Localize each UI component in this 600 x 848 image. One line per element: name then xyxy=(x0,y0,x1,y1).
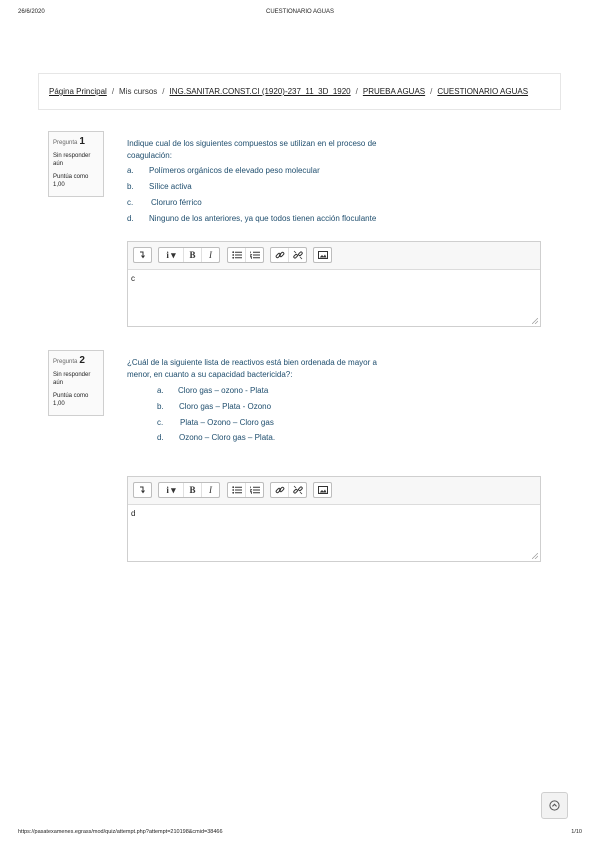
italic-icon[interactable]: I xyxy=(209,485,212,495)
breadcrumb xyxy=(38,73,561,110)
unlink-icon[interactable] xyxy=(289,248,306,262)
question-text-1: Indique cual de los siguientes compuestos se utilizan en el proceso de coagulación: xyxy=(127,139,377,160)
editor-toolbar xyxy=(128,477,540,505)
option-2d xyxy=(157,433,275,442)
toolbar-group-image xyxy=(313,482,332,498)
option-text: Cloro gas – ozono - Plata xyxy=(178,386,269,395)
option-text: Cloruro férrico xyxy=(151,198,202,207)
option-2c xyxy=(157,418,274,427)
toolbar-group-collapse xyxy=(133,247,152,263)
toolbar-group-image xyxy=(313,247,332,263)
question-number-2 xyxy=(53,355,99,366)
option-1c xyxy=(127,198,202,207)
toolbar-group-format xyxy=(158,482,220,498)
image-icon[interactable] xyxy=(314,483,331,497)
question-status: Sin responder aún xyxy=(53,153,91,167)
ordered-list-icon[interactable] xyxy=(246,483,263,497)
collapse-icon[interactable] xyxy=(134,248,151,262)
print-title: CUESTIONARIO AGUAS xyxy=(265,9,334,15)
option-2a xyxy=(157,386,268,395)
option-letter: b. xyxy=(127,182,134,191)
option-text: Ozono – Cloro gas – Plata. xyxy=(179,433,276,442)
resize-handle-icon[interactable] xyxy=(532,553,538,559)
option-letter: a. xyxy=(127,166,134,175)
option-letter: d. xyxy=(157,433,164,442)
print-url: https://pasatexamenes.egrass/mod/quiz/attempt.php?attempt=210198&cmid=38466 xyxy=(18,829,223,835)
answer-editor-2 xyxy=(127,476,541,562)
breadcrumb-my-courses: Mis cursos xyxy=(119,87,158,96)
unlink-icon[interactable] xyxy=(289,483,306,497)
option-letter: a. xyxy=(157,386,164,395)
scroll-to-top-button[interactable] xyxy=(541,792,568,819)
option-1b xyxy=(127,182,192,191)
breadcrumb-separator: / xyxy=(430,87,433,96)
ordered-list-icon[interactable] xyxy=(246,248,263,262)
unordered-list-icon[interactable] xyxy=(228,248,246,262)
arrow-up-circle-icon xyxy=(549,800,560,811)
answer-editor-1 xyxy=(127,241,541,327)
toolbar-group-collapse xyxy=(133,482,152,498)
print-date: 26/6/2020 xyxy=(18,9,45,15)
toolbar-group-lists xyxy=(227,482,264,498)
question-grade: Puntúa como 1,00 xyxy=(53,393,89,407)
option-letter: b. xyxy=(157,402,164,411)
link-icon[interactable] xyxy=(271,483,289,497)
collapse-icon[interactable] xyxy=(134,483,151,497)
question-label: Pregunta xyxy=(53,359,78,365)
breadcrumb-current[interactable]: CUESTIONARIO AGUAS xyxy=(437,87,529,96)
option-letter: c. xyxy=(127,198,134,207)
option-letter: d. xyxy=(127,214,134,223)
breadcrumb-separator: / xyxy=(111,87,115,96)
question-number-1 xyxy=(53,136,99,147)
question-status: Sin responder aún xyxy=(53,372,91,386)
unordered-list-icon[interactable] xyxy=(228,483,246,497)
toolbar-group-format xyxy=(158,247,220,263)
toolbar-group-lists xyxy=(227,247,264,263)
image-icon[interactable] xyxy=(314,248,331,262)
question-info-2 xyxy=(48,350,104,416)
bold-icon[interactable]: B xyxy=(184,483,202,497)
toolbar-group-links xyxy=(270,482,307,498)
breadcrumb-separator: / xyxy=(162,87,165,96)
option-1d xyxy=(127,214,376,223)
question-text-2: ¿Cuál de la siguiente lista de reactivos está bien ordenada de mayor a menor, en cuanto a su capacidad bactericida?: xyxy=(127,358,377,379)
question-number-value: 2 xyxy=(79,355,85,366)
option-text: Cloro gas – Plata - Ozono xyxy=(179,402,272,411)
option-text: Ninguno de los anteriores, ya que todos tienen acción floculante xyxy=(149,214,377,223)
breadcrumb-course[interactable]: ING.SANITAR.CONST.CI (1920)-237_11_3D_1920 xyxy=(169,87,351,96)
option-text: Sílice activa xyxy=(149,182,192,191)
question-grade: Puntúa como 1,00 xyxy=(53,174,89,188)
option-1a xyxy=(127,166,320,175)
breadcrumb-home[interactable]: Página Principal xyxy=(49,87,107,96)
option-text: Polímeros orgánicos de elevado peso molecular xyxy=(149,166,320,175)
info-dropdown-icon[interactable]: i ▾ xyxy=(159,483,184,497)
info-dropdown-icon[interactable]: i ▾ xyxy=(159,248,184,262)
option-2b xyxy=(157,402,271,411)
option-text: Plata – Ozono – Cloro gas xyxy=(180,418,274,427)
question-info-1 xyxy=(48,131,104,197)
editor-content[interactable]: d xyxy=(131,509,136,518)
toolbar-group-links xyxy=(270,247,307,263)
editor-toolbar xyxy=(128,242,540,270)
link-icon[interactable] xyxy=(271,248,289,262)
bold-icon[interactable]: B xyxy=(184,248,202,262)
breadcrumb-separator: / xyxy=(355,87,358,96)
editor-content[interactable]: c xyxy=(131,274,135,283)
breadcrumb-quiz[interactable]: PRUEBA AGUAS xyxy=(362,87,426,96)
question-label: Pregunta xyxy=(53,140,78,146)
question-number-value: 1 xyxy=(79,136,85,147)
resize-handle-icon[interactable] xyxy=(532,318,538,324)
print-page-number: 1/10 xyxy=(571,829,582,835)
option-letter: c. xyxy=(157,418,164,427)
italic-icon[interactable]: I xyxy=(209,250,212,260)
